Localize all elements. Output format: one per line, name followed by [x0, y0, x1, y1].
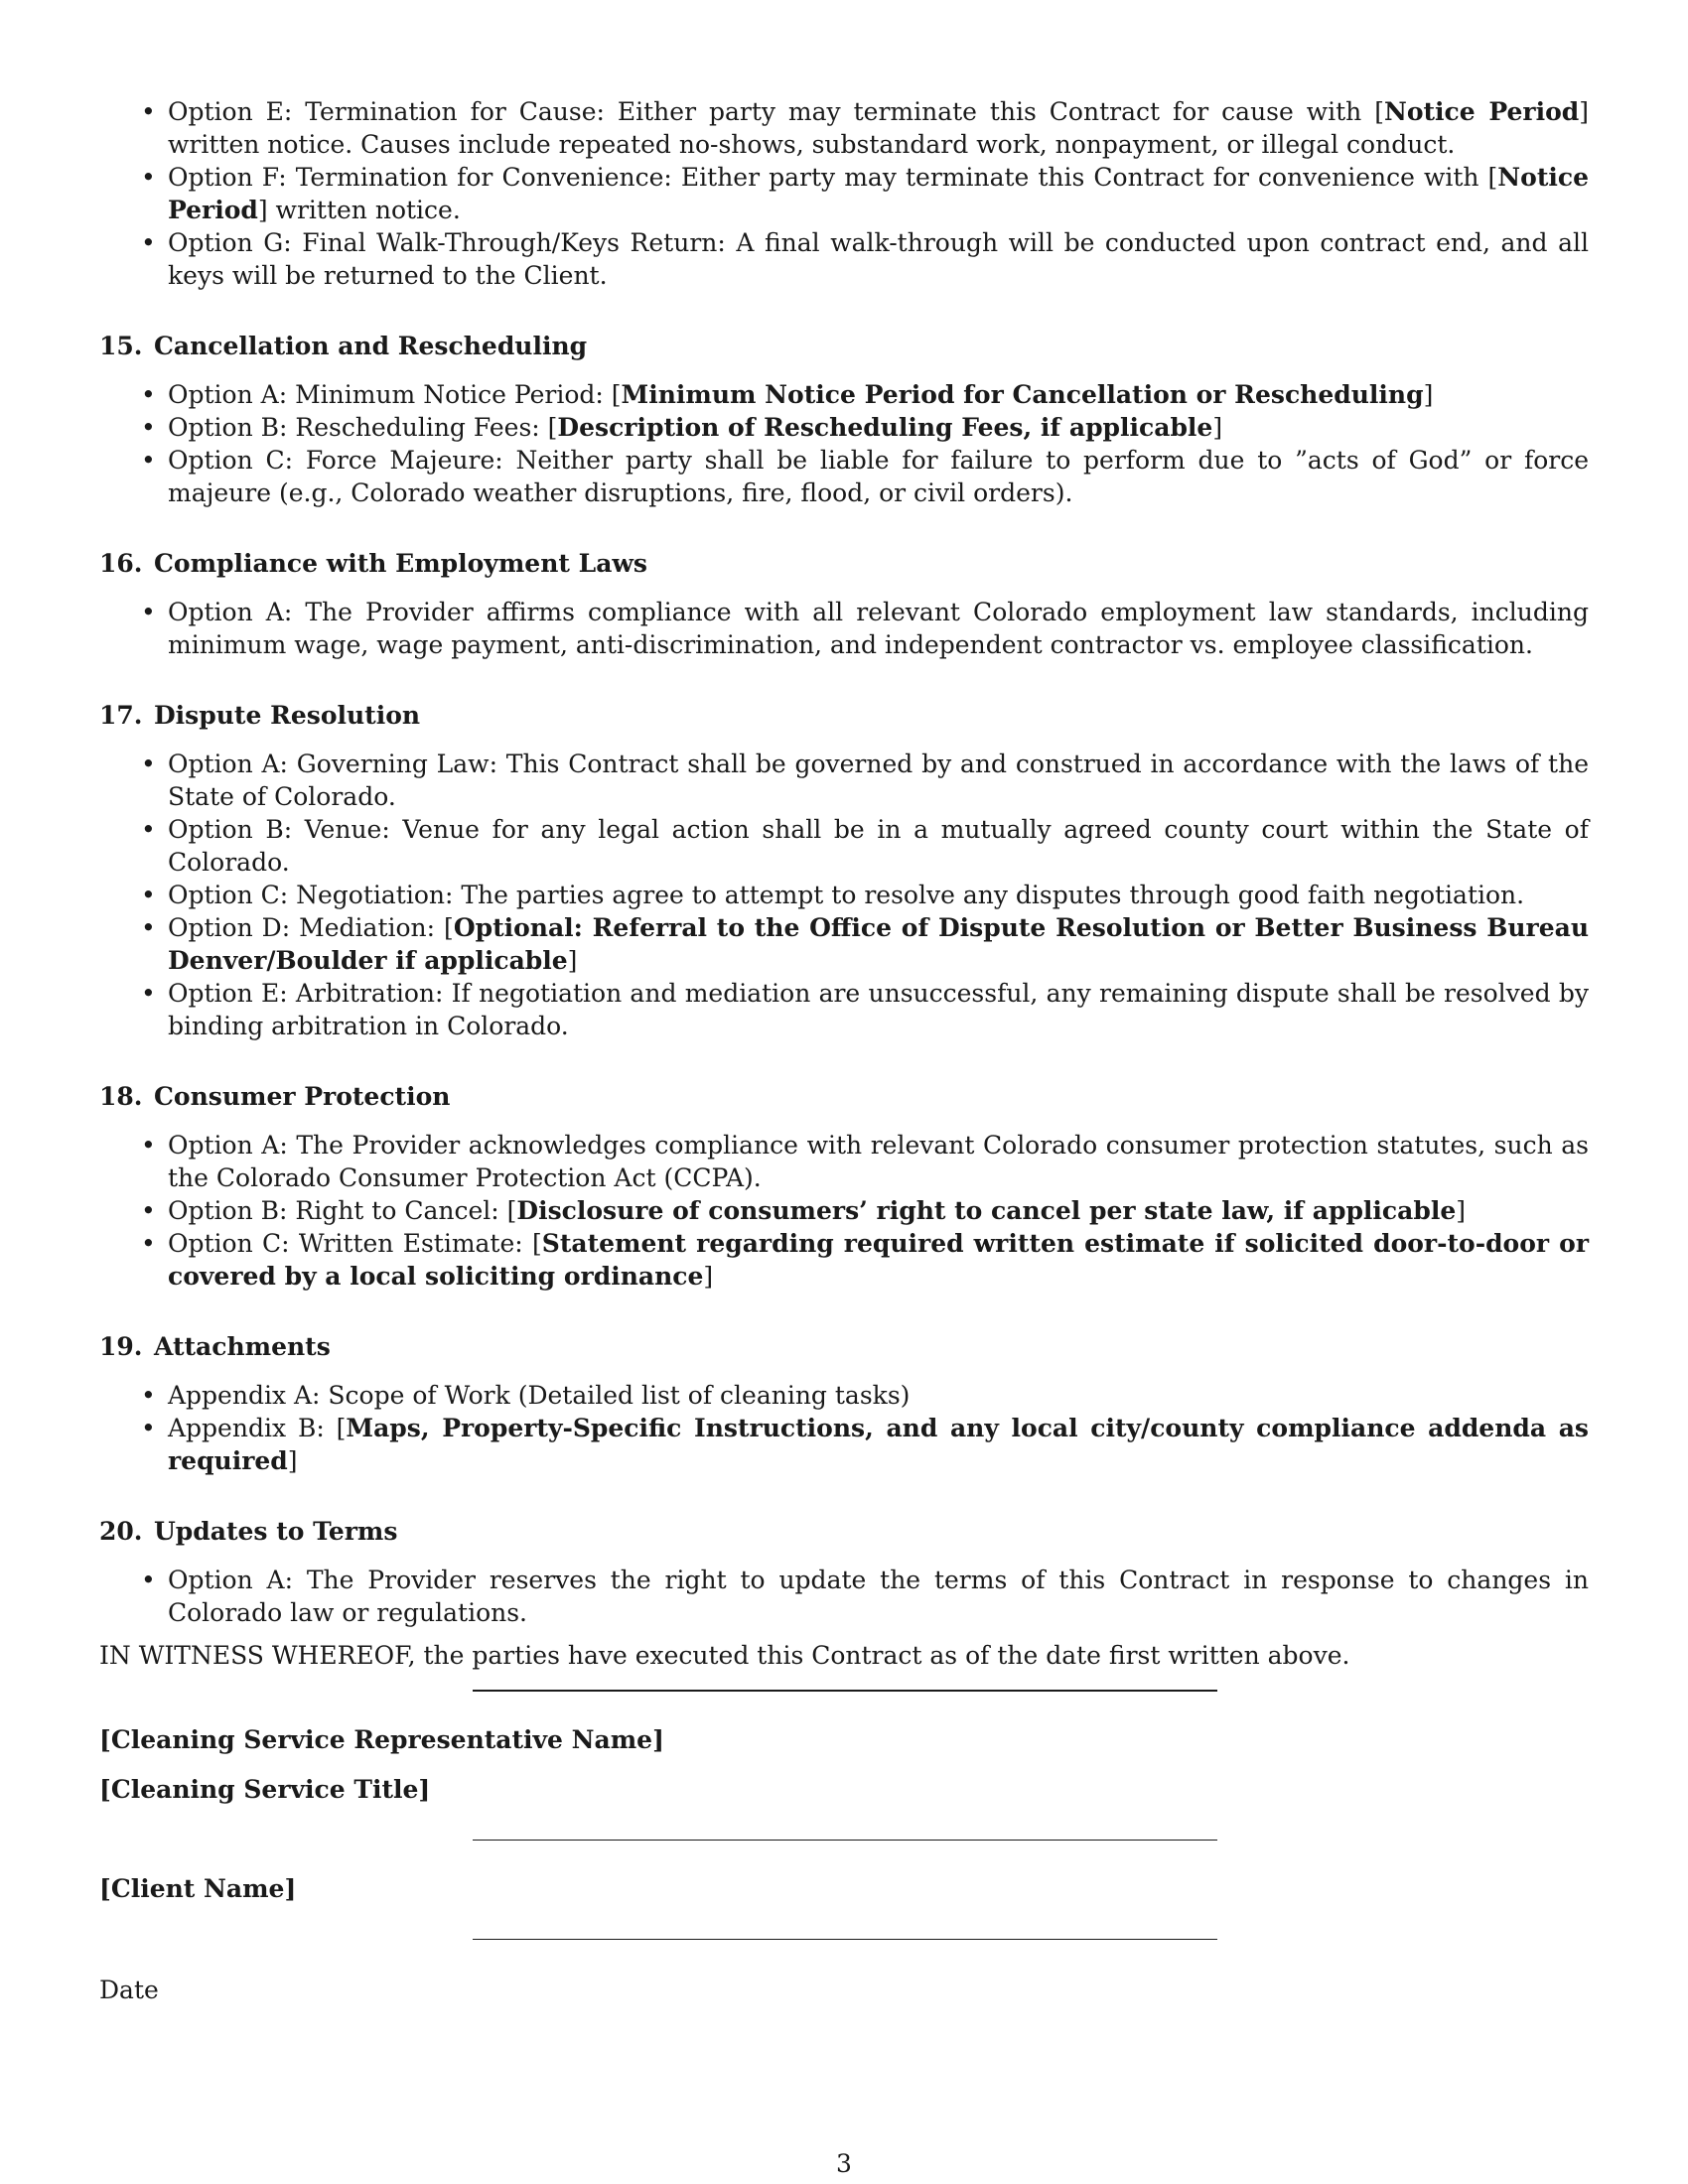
section-title: Attachments — [154, 1332, 331, 1361]
section-title: Consumer Protection — [154, 1082, 451, 1111]
item-text-tail: ] — [1456, 1196, 1466, 1225]
section-options — [99, 378, 1589, 509]
section-number: 19. — [99, 1332, 143, 1361]
placeholder-field: Notice Period — [168, 163, 1589, 224]
representative-name: [Cleaning Service Representative Name] — [99, 1725, 664, 1754]
list-item — [99, 161, 1589, 226]
list-item — [99, 1564, 1589, 1629]
item-text: Option C: Negotiation: The parties agree to attempt to resolve any disputes through good faith negotiation. — [168, 881, 1525, 909]
list-item — [99, 411, 1589, 444]
section-heading — [99, 330, 1589, 362]
section-options — [99, 1564, 1589, 1629]
item-text-tail: ] — [1212, 413, 1223, 442]
section-number: 16. — [99, 549, 143, 578]
placeholder-field: Disclosure of consumers’ right to cancel per state law, if applicable — [516, 1196, 1457, 1225]
item-text: Option C: Force Majeure: Neither party shall be liable for failure to perform due to ”acts of God” or force majeure (e.g., Colorado weather disruptions, fire, flood, or civil orders). — [168, 446, 1589, 507]
item-text: Option G: Final Walk-Through/Keys Return: A final walk-through will be conducted upon contract end, and all keys will be returned to the Client. — [168, 228, 1589, 290]
list-item — [99, 226, 1589, 292]
section-heading — [99, 699, 1589, 732]
list-item — [99, 1379, 1589, 1412]
section-number: 20. — [99, 1517, 143, 1546]
item-text: Appendix A: Scope of Work (Detailed list of cleaning tasks) — [168, 1381, 911, 1410]
placeholder-field: Notice Period — [1383, 97, 1580, 126]
item-text-tail: ] written notice. — [257, 196, 461, 224]
item-text: Option A: The Provider affirms compliance with all relevant Colorado employment law standards, including minimum wage, wage payment, anti-discrimination, and independent contractor vs. employee classification. — [168, 598, 1589, 659]
list-item — [99, 596, 1589, 661]
list-item — [99, 1412, 1589, 1477]
section-title: Dispute Resolution — [154, 701, 421, 730]
item-text-tail: ] — [567, 946, 578, 975]
signature-line-date — [473, 1939, 1217, 1940]
signature-line-client — [473, 1840, 1217, 1841]
placeholder-field: Description of Rescheduling Fees, if applicable — [557, 413, 1213, 442]
item-text: Option D: Mediation: [ — [168, 913, 454, 942]
item-text: Option A: The Provider reserves the right to update the terms of this Contract in response to changes in Colorado law or regulations. — [168, 1566, 1589, 1627]
placeholder-field: Statement regarding required written estimate if solicited door-to-door or covered by a local soliciting ordinance — [168, 1229, 1589, 1291]
item-text-tail: ] — [1423, 380, 1434, 409]
item-text: Option A: Governing Law: This Contract shall be governed by and construed in accordance with the laws of the State of Colorado. — [168, 750, 1589, 811]
item-text: Option B: Right to Cancel: [ — [168, 1196, 517, 1225]
sections-container — [99, 330, 1589, 1629]
item-text: Option F: Termination for Convenience: Either party may terminate this Contract for convenience with [ — [168, 163, 1498, 192]
list-item — [99, 748, 1589, 813]
list-item — [99, 1227, 1589, 1293]
list-item — [99, 1129, 1589, 1194]
list-item — [99, 813, 1589, 879]
item-text: Option E: Termination for Cause: Either party may terminate this Contract for cause with [ — [168, 97, 1384, 126]
section-options — [99, 596, 1589, 661]
date-label: Date — [99, 1976, 159, 2004]
section-number: 18. — [99, 1082, 143, 1111]
document-page — [99, 95, 1589, 1672]
placeholder-field: Optional: Referral to the Office of Dispute Resolution or Better Business Bureau Denver/Boulder if applicable — [168, 913, 1589, 975]
item-text: Option E: Arbitration: If negotiation and mediation are unsuccessful, any remaining dispute shall be resolved by binding arbitration in Colorado. — [168, 979, 1589, 1040]
item-text: Option C: Written Estimate: [ — [168, 1229, 542, 1258]
client-name: [Client Name] — [99, 1874, 297, 1903]
placeholder-field: Maps, Property-Specific Instructions, and any local city/county compliance addenda as required — [168, 1414, 1589, 1475]
section-title: Cancellation and Rescheduling — [154, 332, 588, 360]
section-options — [99, 748, 1589, 1042]
item-text: Option A: Minimum Notice Period: [ — [168, 380, 622, 409]
item-text: Option A: The Provider acknowledges compliance with relevant Colorado consumer protection statutes, such as the Colorado Consumer Protection Act (CCPA). — [168, 1131, 1589, 1192]
witness-clause: IN WITNESS WHEREOF, the parties have executed this Contract as of the date first written above. — [99, 1641, 1350, 1670]
item-text-tail: ] — [287, 1446, 298, 1475]
item-text: Option B: Rescheduling Fees: [ — [168, 413, 558, 442]
section-number: 17. — [99, 701, 143, 730]
section-heading — [99, 547, 1589, 580]
representative-title: [Cleaning Service Title] — [99, 1775, 431, 1804]
page-number: 3 — [836, 2149, 852, 2178]
signature-line-provider — [473, 1690, 1217, 1692]
item-text-tail: ] written notice. Causes include repeated no-shows, substandard work, nonpayment, or illegal conduct. — [168, 97, 1589, 159]
section-title: Compliance with Employment Laws — [154, 549, 647, 578]
section-number: 15. — [99, 332, 143, 360]
list-item — [99, 911, 1589, 977]
item-text: Option B: Venue: Venue for any legal action shall be in a mutually agreed county court within the State of Colorado. — [168, 815, 1589, 877]
section-options — [99, 1379, 1589, 1477]
list-item — [99, 378, 1589, 411]
section-heading — [99, 1330, 1589, 1363]
section-options — [99, 1129, 1589, 1293]
item-text-tail: ] — [703, 1262, 714, 1291]
item-text: Appendix B: [ — [168, 1414, 347, 1442]
section-title: Updates to Terms — [154, 1517, 398, 1546]
list-item — [99, 444, 1589, 509]
list-item — [99, 977, 1589, 1042]
section-heading — [99, 1515, 1589, 1548]
list-item — [99, 95, 1589, 161]
list-item — [99, 1194, 1589, 1227]
section-14-options — [99, 95, 1589, 292]
placeholder-field: Minimum Notice Period for Cancellation or Rescheduling — [621, 380, 1424, 409]
section-heading — [99, 1080, 1589, 1113]
list-item — [99, 879, 1589, 911]
